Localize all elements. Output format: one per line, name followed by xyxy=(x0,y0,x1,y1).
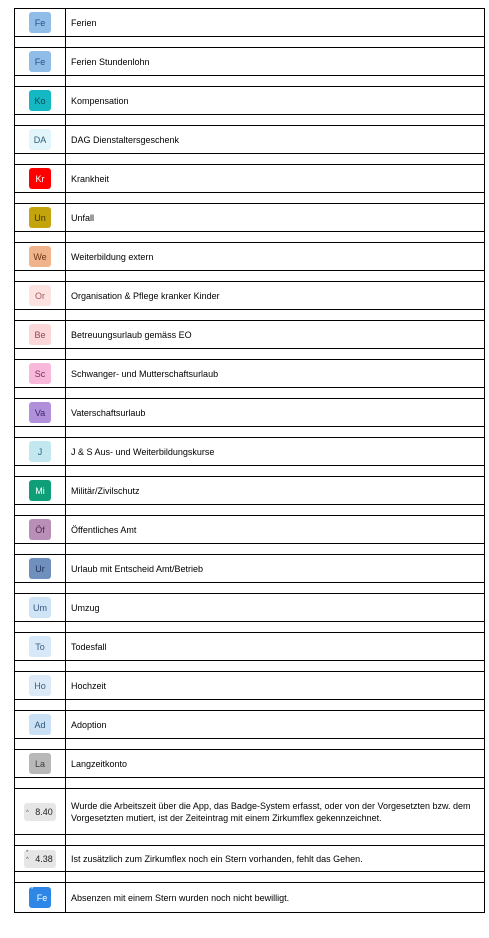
badge-cell xyxy=(15,555,66,582)
spacer-cell xyxy=(66,349,484,359)
spacer-row xyxy=(15,661,484,672)
spacer-cell xyxy=(15,154,66,164)
badge-cell xyxy=(15,9,66,36)
spacer-cell xyxy=(15,349,66,359)
spacer-cell xyxy=(66,583,484,593)
absence-type-label: Todesfall xyxy=(71,641,107,652)
spacer-row xyxy=(15,388,484,399)
label-cell xyxy=(66,846,484,871)
note-row xyxy=(15,846,484,872)
badge-cell xyxy=(15,321,66,348)
spacer-cell xyxy=(15,700,66,710)
spacer-cell xyxy=(15,193,66,203)
legend-row xyxy=(15,126,484,154)
label-cell xyxy=(66,789,484,834)
spacer-cell xyxy=(66,310,484,320)
label-cell xyxy=(66,711,484,738)
spacer-cell xyxy=(66,661,484,671)
legend-row xyxy=(15,750,484,778)
absence-code-badge: Fe xyxy=(29,12,51,33)
spacer-row xyxy=(15,76,484,87)
absence-code-badge: Ko xyxy=(29,90,51,111)
spacer-row xyxy=(15,154,484,165)
badge-cell xyxy=(15,789,66,834)
spacer-cell xyxy=(66,154,484,164)
absence-type-label: Militär/Zivilschutz xyxy=(71,485,140,496)
spacer-cell xyxy=(66,37,484,47)
absence-code-badge: DA xyxy=(29,129,51,150)
spacer-cell xyxy=(15,388,66,398)
spacer-cell xyxy=(15,310,66,320)
label-cell xyxy=(66,672,484,699)
absence-type-label: Öffentliches Amt xyxy=(71,524,137,535)
absence-type-label: Organisation & Pflege kranker Kinder xyxy=(71,290,220,301)
badge-cell xyxy=(15,438,66,465)
legend-row xyxy=(15,321,484,349)
legend-row xyxy=(15,477,484,505)
spacer-cell xyxy=(15,115,66,125)
spacer-row xyxy=(15,115,484,126)
label-cell xyxy=(66,555,484,582)
spacer-row xyxy=(15,872,484,883)
spacer-cell xyxy=(66,193,484,203)
badge-cell xyxy=(15,282,66,309)
spacer-cell xyxy=(15,76,66,86)
spacer-row xyxy=(15,583,484,594)
spacer-cell xyxy=(15,37,66,47)
legend-row xyxy=(15,204,484,232)
absence-code-badge: To xyxy=(29,636,51,657)
circumflex-icon: ^ xyxy=(26,809,29,816)
legend-row xyxy=(15,633,484,661)
spacer-cell xyxy=(15,583,66,593)
label-cell xyxy=(66,438,484,465)
spacer-cell xyxy=(66,622,484,632)
legend-row xyxy=(15,594,484,622)
note-row xyxy=(15,789,484,835)
spacer-cell xyxy=(15,661,66,671)
star-icon: * xyxy=(31,887,34,893)
legend-row xyxy=(15,711,484,739)
absence-code-badge: Ad xyxy=(29,714,51,735)
spacer-row xyxy=(15,835,484,846)
note-text: Absenzen mit einem Stern wurden noch nicht bewilligt. xyxy=(71,892,290,903)
absence-code-badge: Ho xyxy=(29,675,51,696)
absence-type-label: Weiterbildung extern xyxy=(71,251,154,262)
badge-cell xyxy=(15,87,66,114)
spacer-cell xyxy=(66,271,484,281)
time-value: 8.40 xyxy=(35,806,53,817)
absence-type-label: Urlaub mit Entscheid Amt/Betrieb xyxy=(71,563,204,574)
label-cell xyxy=(66,165,484,192)
circumflex-icon: ^ xyxy=(26,856,29,863)
spacer-row xyxy=(15,778,484,789)
time-entry-badge xyxy=(24,803,56,821)
badge-cell xyxy=(15,883,66,912)
spacer-cell xyxy=(66,700,484,710)
spacer-row xyxy=(15,466,484,477)
label-cell xyxy=(66,204,484,231)
label-cell xyxy=(66,282,484,309)
badge-cell xyxy=(15,846,66,871)
spacer-row xyxy=(15,427,484,438)
badge-cell xyxy=(15,243,66,270)
note-text: Wurde die Arbeitszeit über die App, das Badge-System erfasst, oder von der Vorgesetzten bzw. dem Vorgesetzten mutiert, ist der Zeiteintrag mit einem Zirkumflex gekennzeichnet. xyxy=(71,800,471,823)
badge-cell xyxy=(15,204,66,231)
spacer-cell xyxy=(66,76,484,86)
spacer-cell xyxy=(66,872,484,882)
absence-type-label: Kompensation xyxy=(71,95,129,106)
spacer-cell xyxy=(15,271,66,281)
time-value: 4.38 xyxy=(35,853,53,864)
spacer-cell xyxy=(66,115,484,125)
badge-cell xyxy=(15,165,66,192)
badge-cell xyxy=(15,399,66,426)
legend-row xyxy=(15,48,484,76)
legend-row xyxy=(15,282,484,310)
absence-type-label: Betreuungsurlaub gemäss EO xyxy=(71,329,192,340)
time-entry-badge xyxy=(24,850,56,868)
badge-cell xyxy=(15,360,66,387)
label-cell xyxy=(66,477,484,504)
spacer-cell xyxy=(66,835,484,845)
legend-row xyxy=(15,165,484,193)
badge-cell xyxy=(15,750,66,777)
label-cell xyxy=(66,126,484,153)
absence-code-badge: Be xyxy=(29,324,51,345)
absence-type-label: Krankheit xyxy=(71,173,110,184)
spacer-cell xyxy=(15,427,66,437)
note-text: Ist zusätzlich zum Zirkumflex noch ein Stern vorhanden, fehlt das Gehen. xyxy=(71,853,363,864)
spacer-cell xyxy=(15,232,66,242)
spacer-cell xyxy=(66,739,484,749)
badge-cell xyxy=(15,672,66,699)
legend-row xyxy=(15,360,484,388)
badge-cell xyxy=(15,48,66,75)
absence-code-badge: We xyxy=(29,246,51,267)
spacer-row xyxy=(15,37,484,48)
spacer-cell xyxy=(15,835,66,845)
absence-type-label: Vaterschaftsurlaub xyxy=(71,407,146,418)
badge-cell xyxy=(15,711,66,738)
absence-code-badge: Sc xyxy=(29,363,51,384)
legend-row xyxy=(15,672,484,700)
spacer-row xyxy=(15,505,484,516)
label-cell xyxy=(66,87,484,114)
absence-code-badge: Fe xyxy=(29,51,51,72)
unapproved-absence-badge xyxy=(29,887,51,908)
label-cell xyxy=(66,633,484,660)
spacer-row xyxy=(15,700,484,711)
legend-row xyxy=(15,555,484,583)
spacer-cell xyxy=(66,466,484,476)
label-cell xyxy=(66,516,484,543)
badge-cell xyxy=(15,477,66,504)
label-cell xyxy=(66,883,484,912)
spacer-cell xyxy=(66,427,484,437)
absence-code-badge: Mi xyxy=(29,480,51,501)
absence-code-badge: Un xyxy=(29,207,51,228)
absence-type-label: Schwanger- und Mutterschaftsurlaub xyxy=(71,368,219,379)
spacer-row xyxy=(15,739,484,750)
label-cell xyxy=(66,750,484,777)
label-cell xyxy=(66,243,484,270)
spacer-row xyxy=(15,622,484,633)
badge-cell xyxy=(15,594,66,621)
spacer-cell xyxy=(66,388,484,398)
legend-row xyxy=(15,87,484,115)
absence-type-label: DAG Dienstaltersgeschenk xyxy=(71,134,180,145)
spacer-row xyxy=(15,349,484,360)
spacer-cell xyxy=(15,544,66,554)
absence-code-badge: Va xyxy=(29,402,51,423)
legend-row xyxy=(15,399,484,427)
legend-row xyxy=(15,516,484,544)
absence-type-label: Unfall xyxy=(71,212,95,223)
absence-type-label: J & S Aus- und Weiterbildungskurse xyxy=(71,446,215,457)
absence-type-label: Adoption xyxy=(71,719,107,730)
badge-cell xyxy=(15,633,66,660)
absence-code-badge: Um xyxy=(29,597,51,618)
spacer-cell xyxy=(15,872,66,882)
absence-type-label: Umzug xyxy=(71,602,100,613)
label-cell xyxy=(66,399,484,426)
legend-table xyxy=(14,8,485,913)
spacer-row xyxy=(15,310,484,321)
spacer-cell xyxy=(66,505,484,515)
spacer-row xyxy=(15,271,484,282)
label-cell xyxy=(66,360,484,387)
spacer-cell xyxy=(66,232,484,242)
spacer-row xyxy=(15,232,484,243)
spacer-cell xyxy=(15,466,66,476)
absence-code-badge: Kr xyxy=(29,168,51,189)
spacer-cell xyxy=(15,739,66,749)
absence-type-label: Ferien Stundenlohn xyxy=(71,56,150,67)
absence-code-badge: J xyxy=(29,441,51,462)
note-row xyxy=(15,883,484,913)
legend-row xyxy=(15,438,484,466)
absence-type-label: Langzeitkonto xyxy=(71,758,128,769)
label-cell xyxy=(66,594,484,621)
spacer-row xyxy=(15,544,484,555)
absence-code-badge: Ur xyxy=(29,558,51,579)
spacer-cell xyxy=(15,505,66,515)
absence-type-label: Hochzeit xyxy=(71,680,107,691)
badge-cell xyxy=(15,516,66,543)
spacer-cell xyxy=(15,622,66,632)
absence-type-label: Ferien xyxy=(71,17,97,28)
label-cell xyxy=(66,321,484,348)
absence-code-badge: Öf xyxy=(29,519,51,540)
spacer-cell xyxy=(66,544,484,554)
star-icon: * xyxy=(26,849,29,856)
spacer-cell xyxy=(66,778,484,788)
badge-cell xyxy=(15,126,66,153)
absence-code-badge: La xyxy=(29,753,51,774)
spacer-row xyxy=(15,193,484,204)
absence-code: Fe xyxy=(36,892,48,903)
legend-row xyxy=(15,243,484,271)
label-cell xyxy=(66,9,484,36)
legend-row xyxy=(15,9,484,37)
spacer-cell xyxy=(15,778,66,788)
absence-code-badge: Or xyxy=(29,285,51,306)
label-cell xyxy=(66,48,484,75)
